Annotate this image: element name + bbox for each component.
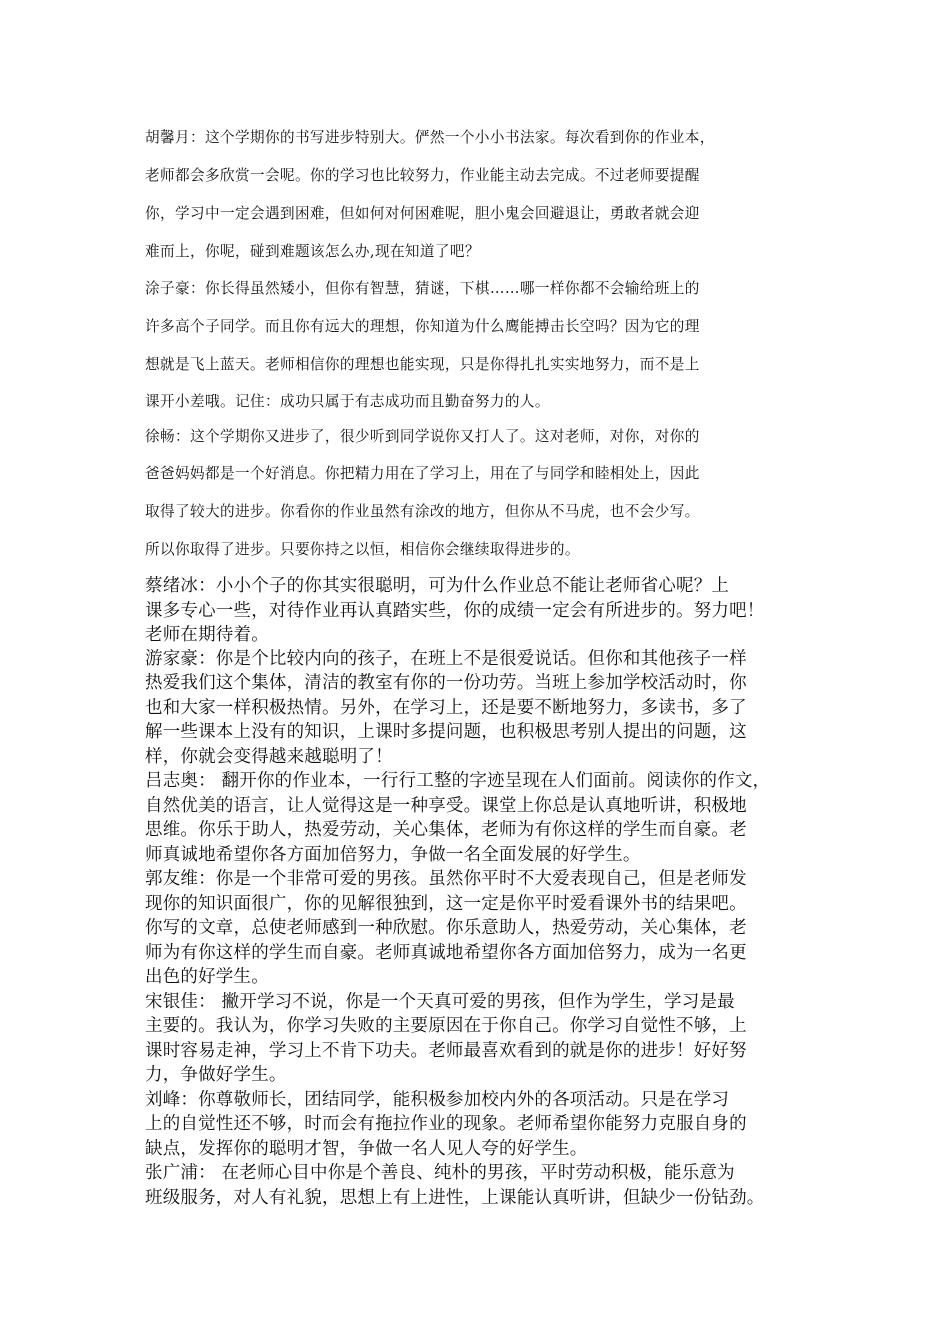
text-line: 张广浦： 在老师心目中你是个善良、纯朴的男孩，平时劳动积极，能乐意为 <box>145 1163 735 1183</box>
text-line: 课多专心一些，对待作业再认真踏实些，你的成绩一定会有所进步的。努力吧！ <box>145 601 765 621</box>
text-line: 课时容易走神，学习上不肯下功夫。老师最喜欢看到的就是你的进步！好好努 <box>145 1041 747 1061</box>
text-line: 难而上，你呢，碰到难题该怎么办,现在知道了吧？ <box>145 243 480 260</box>
text-line: 样，你就会变得越来越聪明了！ <box>145 747 393 767</box>
text-line: 想就是飞上蓝天。老师相信你的理想也能实现，只是你得扎扎实实地努力，而不是上 <box>145 356 700 373</box>
text-line: 解一些课本上没有的知识，上课时多提问题，也积极思考别人提出的问题，这 <box>145 722 747 742</box>
text-line: 许多高个子同学。而且你有远大的理想，你知道为什么鹰能搏击长空吗？因为它的理 <box>145 318 700 335</box>
text-line: 涂子豪：你长得虽然矮小，但你有智慧，猜谜，下棋……哪一样你都不会输给班上的 <box>145 280 700 297</box>
text-line: 力，争做好学生。 <box>145 1065 287 1085</box>
text-line: 上的自觉性还不够，时而会有拖拉作业的现象。老师希望你能努力克服自身的 <box>145 1114 747 1134</box>
text-line: 吕志奥： 翻开你的作业本，一行行工整的字迹呈现在人们面前。阅读你的作文， <box>145 771 771 791</box>
text-line: 思维。你乐于助人，热爱劳动，关心集体，老师为有你这样的学生而自豪。老 <box>145 820 747 840</box>
text-line: 班级服务，对人有礼貌，思想上有上进性，上课能认真听讲，但缺少一份钻劲。 <box>145 1188 765 1208</box>
text-line: 徐畅：这个学期你又进步了，很少听到同学说你又打人了。这对老师，对你，对你的 <box>145 428 700 445</box>
text-line: 蔡绪冰：小小个子的你其实很聪明，可为什么作业总不能让老师省心呢？上 <box>145 576 730 596</box>
text-line: 老师都会多欣赏一会呢。你的学习也比较努力，作业能主动去完成。不过老师要提醒 <box>145 167 700 184</box>
text-line: 你，学习中一定会遇到困难，但如何对何困难呢，胆小鬼会回避退让，勇敢者就会迎 <box>145 205 700 222</box>
text-line: 爸爸妈妈都是一个好消息。你把精力用在了学习上，用在了与同学和睦相处上，因此 <box>145 465 700 482</box>
text-line: 主要的。我认为，你学习失败的主要原因在于你自己。你学习自觉性不够，上 <box>145 1016 747 1036</box>
text-line: 老师在期待着。 <box>145 625 269 645</box>
text-line: 热爱我们这个集体，清洁的教室有你的一份功劳。当班上参加学校活动时，你 <box>145 673 747 693</box>
text-line: 课开小差哦。记住：成功只属于有志成功而且勤奋努力的人。 <box>145 393 550 410</box>
text-line: 宋银佳： 撇开学习不说，你是一个天真可爱的男孩，但作为学生，学习是最 <box>145 992 735 1012</box>
text-line: 你写的文章，总使老师感到一种欣慰。你乐意助人，热爱劳动，关心集体，老 <box>145 918 747 938</box>
text-line: 胡馨月：这个学期你的书写进步特别大。俨然一个小小书法家。每次看到你的作业本， <box>145 129 715 146</box>
text-line: 师真诚地希望你各方面加倍努力，争做一名全面发展的好学生。 <box>145 845 641 865</box>
text-line: 郭友维：你是一个非常可爱的男孩。虽然你平时不大爱表现自己，但是老师发 <box>145 869 747 889</box>
text-line: 自然优美的语言，让人觉得这是一种享受。课堂上你总是认真地听讲，积极地 <box>145 796 747 816</box>
text-line: 现你的知识面很广，你的见解很独到，这一定是你平时爱看课外书的结果吧。 <box>145 894 747 914</box>
text-line: 取得了较大的进步。你看你的作业虽然有涂改的地方，但你从不马虎，也不会少写。 <box>145 503 700 520</box>
text-line: 师为有你这样的学生而自豪。老师真诚地希望你各方面加倍努力，成为一名更 <box>145 943 747 963</box>
text-line: 也和大家一样积极热情。另外，在学习上，还是要不断地努力，多读书，多了 <box>145 698 747 718</box>
text-line: 刘峰：你尊敬师长，团结同学，能积极参加校内外的各项活动。只是在学习 <box>145 1090 730 1110</box>
text-line: 缺点，发挥你的聪明才智，争做一名人见人夸的好学生。 <box>145 1139 588 1159</box>
text-line: 游家豪：你是个比较内向的孩子，在班上不是很爱说话。但你和其他孩子一样 <box>145 649 747 669</box>
text-line: 所以你取得了进步。只要你持之以恒，相信你会继续取得进步的。 <box>145 541 580 558</box>
text-line: 出色的好学生。 <box>145 967 269 987</box>
